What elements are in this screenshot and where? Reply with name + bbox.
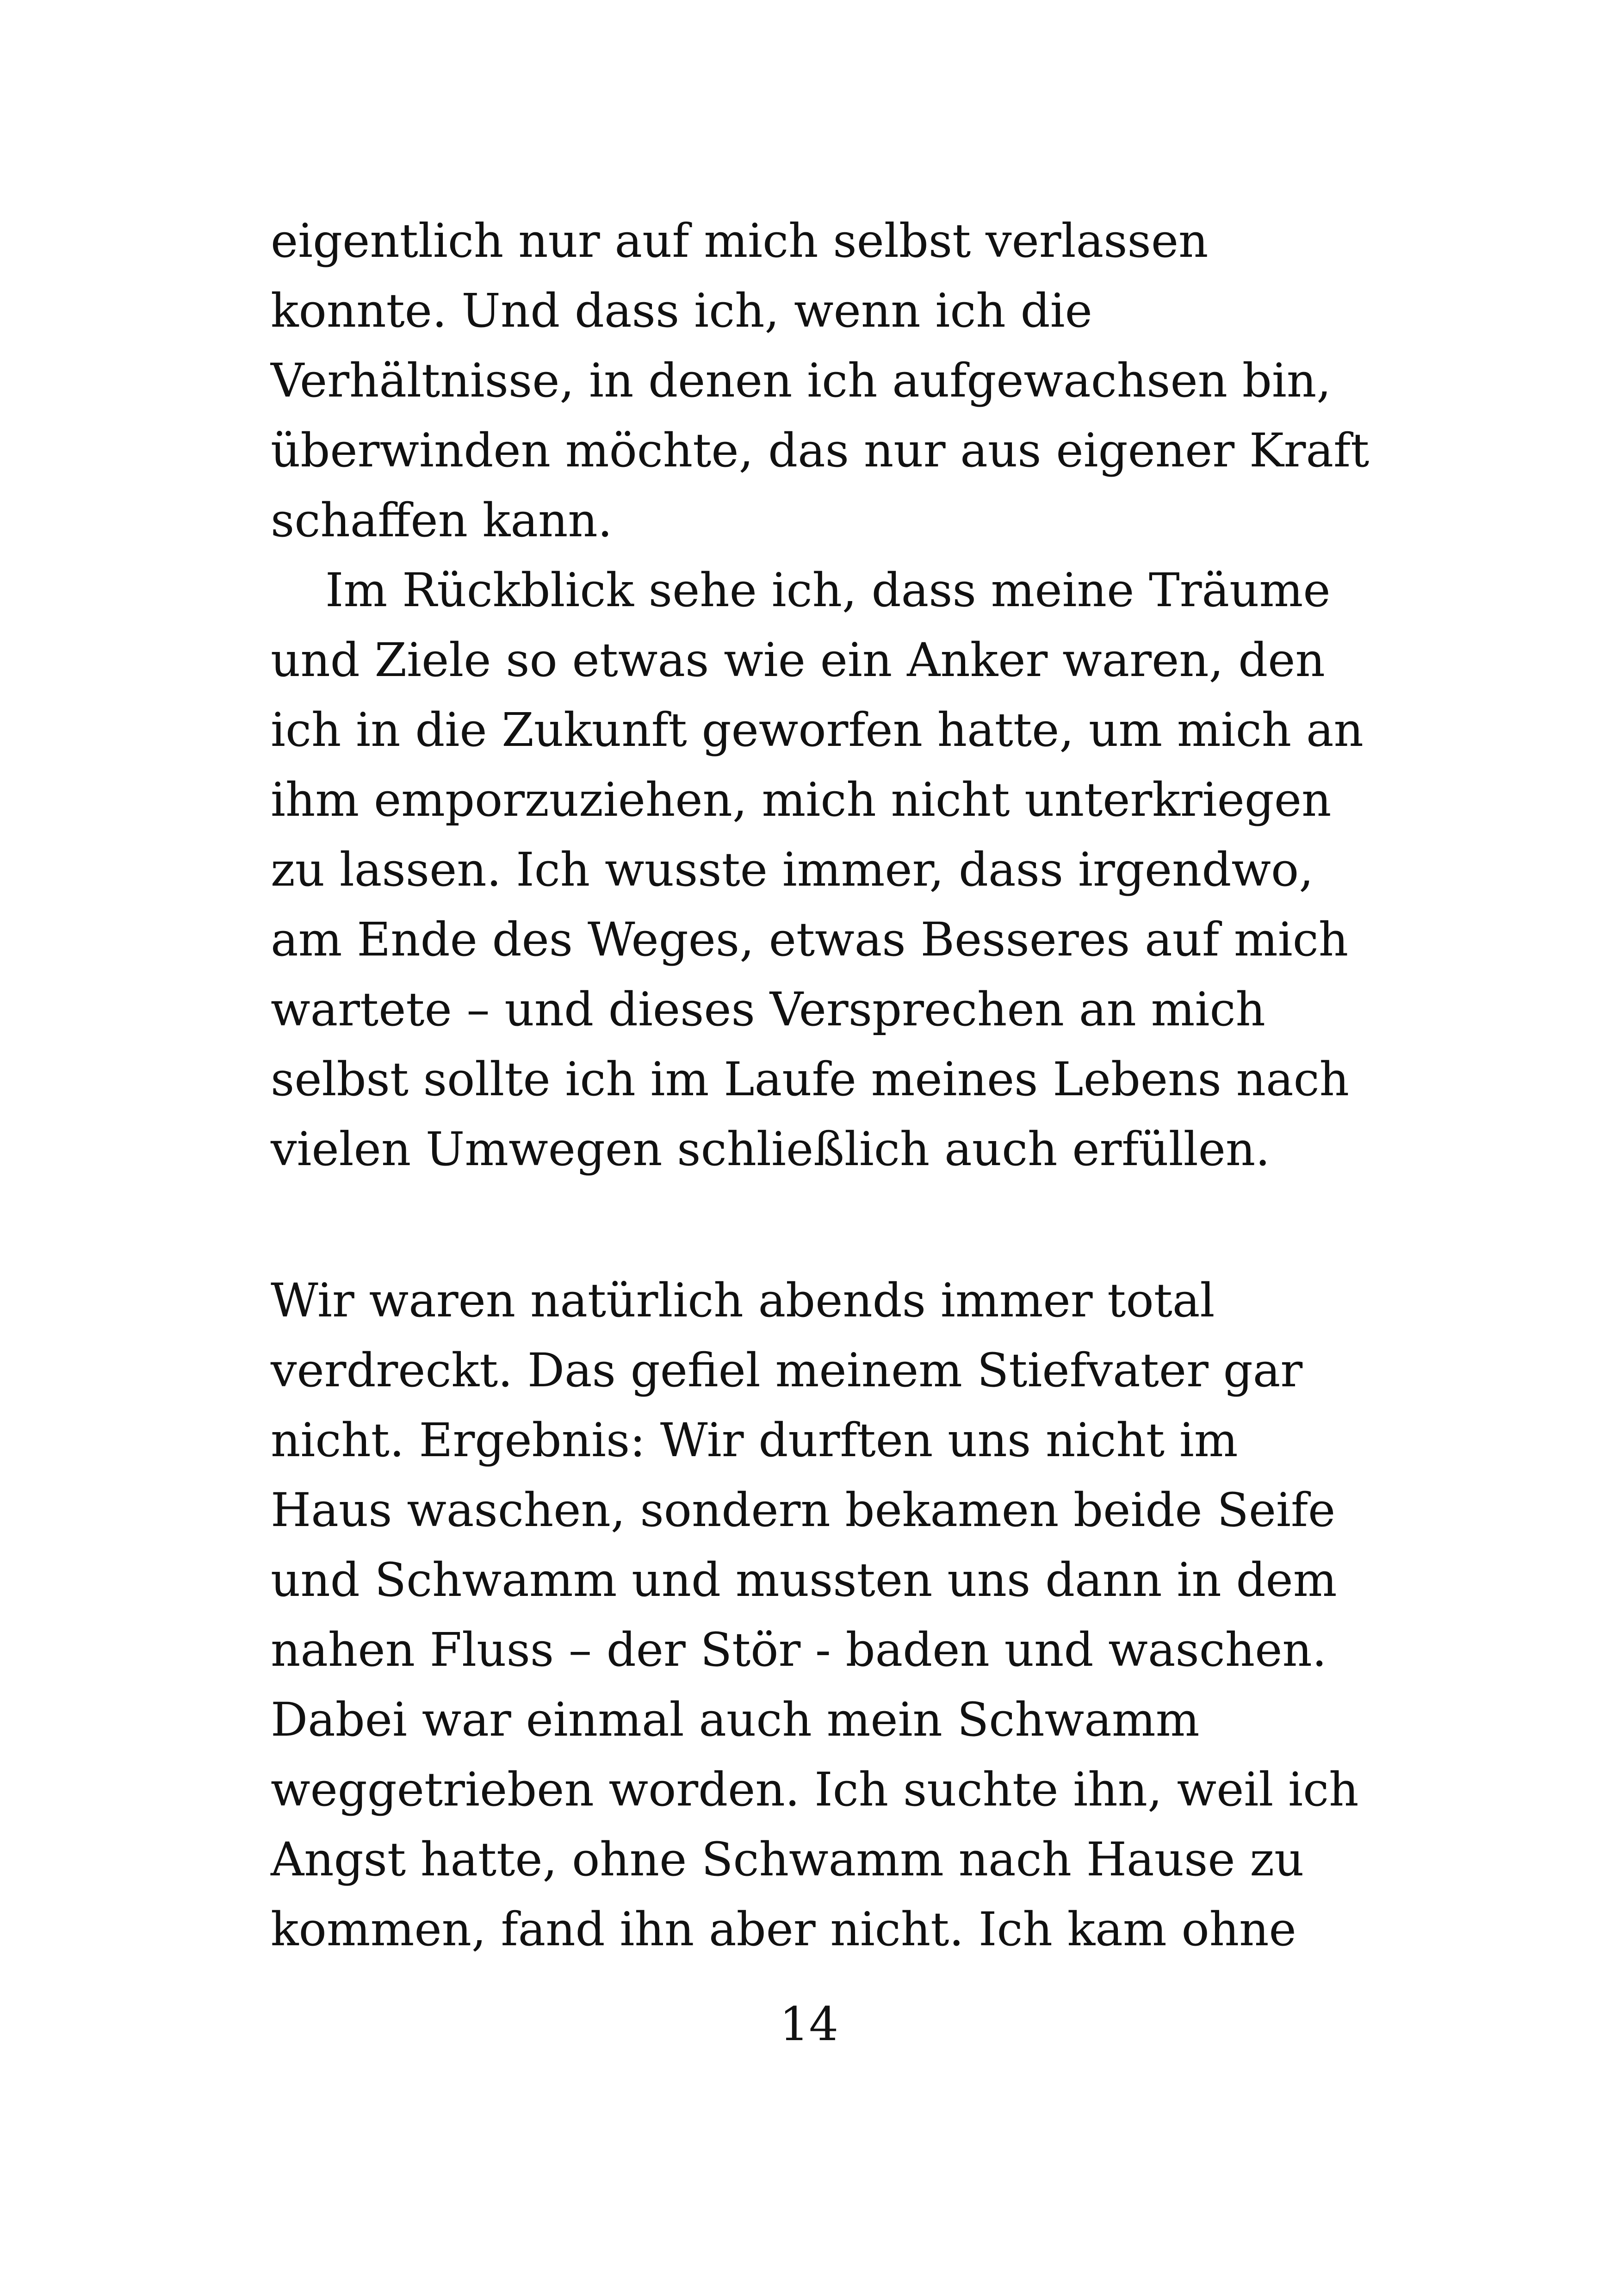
text-line: zu lassen. Ich wusste immer, dass irgendwo, [271, 843, 1314, 897]
paragraph [271, 555, 1363, 1184]
text-line: und Schwamm und mussten uns dann in dem [271, 1553, 1337, 1607]
text-line: nicht. Ergebnis: Wir durften uns nicht im [271, 1413, 1238, 1467]
text-line: vielen Umwegen schließlich auch erfüllen. [271, 1122, 1271, 1176]
paragraph [271, 206, 1370, 555]
text-line: konnte. Und dass ich, wenn ich die [271, 284, 1092, 338]
text-line: schaffen kann. [271, 493, 613, 547]
text-line: weggetrieben worden. Ich suchte ihn, weil ich [271, 1762, 1359, 1817]
text-line: und Ziele so etwas wie ein Anker waren, den [271, 633, 1325, 687]
text-line: verdreckt. Das gefiel meinem Stiefvater gar [271, 1343, 1303, 1397]
text-line: nahen Fluss – der Stör - baden und waschen. [271, 1623, 1327, 1677]
text-line: ihm emporzuziehen, mich nicht unterkriegen [271, 773, 1332, 827]
text-line: Im Rückblick sehe ich, dass meine Träume [325, 563, 1331, 617]
text-line: Verhältnisse, in denen ich aufgewachsen bin, [271, 354, 1332, 408]
text-line: Dabei war einmal auch mein Schwamm [271, 1693, 1200, 1747]
text-section-2 [271, 1266, 1363, 1964]
text-section-1 [271, 206, 1370, 1184]
paragraph [271, 1266, 1363, 1964]
text-line: am Ende des Weges, etwas Besseres auf mich [271, 912, 1349, 967]
text-line: selbst sollte ich im Laufe meines Lebens nach [271, 1052, 1350, 1106]
text-line: Wir waren natürlich abends immer total [271, 1273, 1215, 1328]
text-line: Haus waschen, sondern bekamen beide Seife [271, 1483, 1336, 1537]
text-line: kommen, fand ihn aber nicht. Ich kam ohne [271, 1902, 1296, 1956]
page-number: 14 [779, 1997, 839, 2051]
text-line: eigentlich nur auf mich selbst verlassen [271, 214, 1209, 268]
text-line: Angst hatte, ohne Schwamm nach Hause zu [271, 1832, 1304, 1886]
text-line: überwinden möchte, das nur aus eigener Kraft [271, 423, 1370, 478]
text-line: ich in die Zukunft geworfen hatte, um mich an [271, 703, 1364, 757]
text-line: wartete – und dieses Versprechen an mich [271, 982, 1265, 1036]
